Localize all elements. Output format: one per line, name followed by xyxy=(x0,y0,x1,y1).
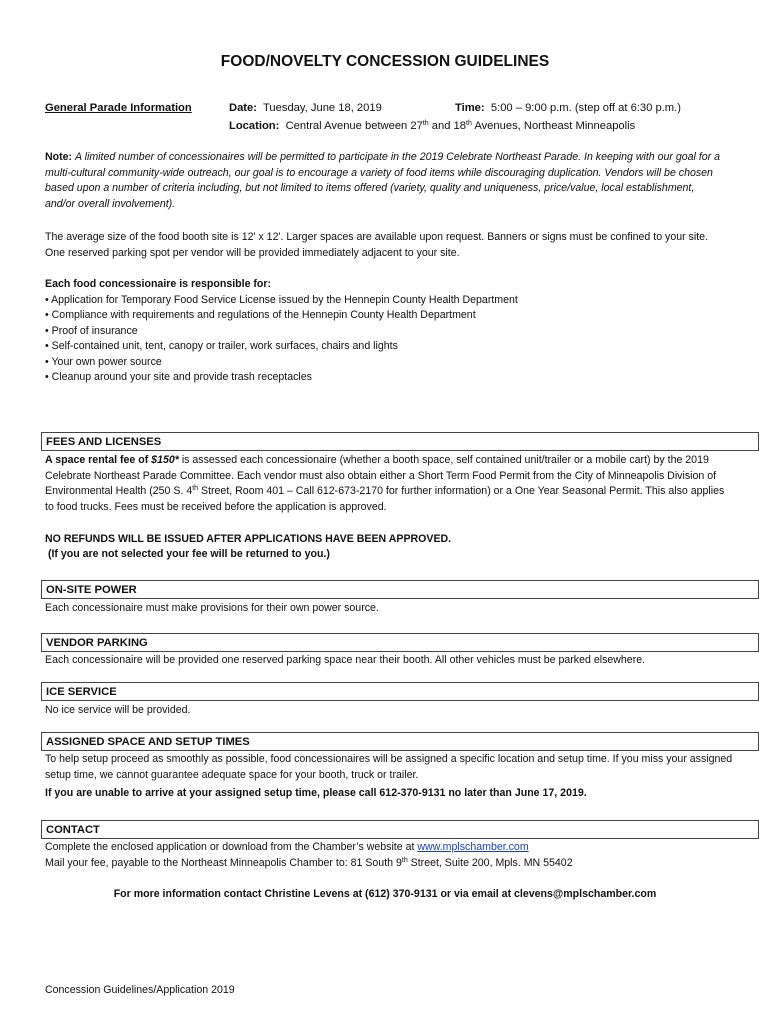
date-label: Date: xyxy=(229,102,257,114)
general-info-label: General Parade Information xyxy=(45,102,192,114)
contact-line-1-text: Complete the enclosed application or download from the Chamber’s website at xyxy=(45,841,418,853)
list-item: • Self-contained unit, tent, canopy or trailer, work surfaces, chairs and lights xyxy=(45,340,398,352)
list-item: • Cleanup around your site and provide trash receptacles xyxy=(45,371,312,383)
contact-line-2 xyxy=(45,856,735,872)
list-item: • Compliance with requirements and regulations of the Hennepin County Health Department xyxy=(45,309,476,321)
contact-line-1 xyxy=(45,840,735,856)
location-label: Location: xyxy=(229,120,280,132)
contact-line-2-text: Mail your fee, payable to the Northeast Minneapolis Chamber to: 81 South 9 xyxy=(45,857,402,869)
parking-heading: VENDOR PARKING xyxy=(41,633,759,652)
parking-text: Each concessionaire will be provided one reserved parking space near their booth. All other vehicles must be parked elsewhere. xyxy=(45,654,646,666)
fee-amount: $150* xyxy=(151,454,179,466)
fees-text-a: is assessed each concessionaire (whether a booth space, self contained unit/trailer or a mobile cart) by the 2019 Celebrate Northeast Parade Committee. Each vendor must also obtain either a Short Term Food Permit from the City of Minneapolis Division of Environmental Health (250 S. 4 xyxy=(45,454,717,497)
power-heading: ON-SITE POWER xyxy=(41,580,759,599)
chamber-website-link[interactable]: www.mplschamber.com xyxy=(417,841,529,853)
location-sup-2: th xyxy=(466,120,472,127)
fees-sup: th xyxy=(192,485,199,492)
list-item: • Your own power source xyxy=(45,355,162,368)
note-text: A limited number of concessionaires will be permitted to participate in the 2019 Celebrate Northeast Parade. In keeping with our goal for a multi-cultural community-wide outreach, our goal is to encourage a variety of food items while discouraging duplication. Vendors will be chosen based upon a number of criteria including, but not limited to items offered (variety, quality and uniqueness, price/value, local establishment, and/or overall involvement). xyxy=(45,151,721,210)
note-label: Note: xyxy=(45,151,73,163)
ice-text: No ice service will be provided. xyxy=(45,704,191,716)
date-line xyxy=(229,101,382,117)
time-line xyxy=(455,101,681,117)
fees-text-b: Street, Room 401 – Call 612-673-2170 for further information) or a One Year Seasonal Permit. This also applies to food trucks. Fees must be received before the application is approved. xyxy=(45,485,725,513)
time-value: 5:00 – 9:00 p.m. (step off at 6:30 p.m.) xyxy=(490,102,681,114)
contact-sup: th xyxy=(401,857,408,864)
responsibilities-list xyxy=(45,293,725,386)
list-item: • Application for Temporary Food Service License issued by the Hennepin County Health Department xyxy=(45,293,518,306)
list-item: • Proof of insurance xyxy=(45,324,138,337)
page-title: FOOD/NOVELTY CONCESSION GUIDELINES xyxy=(220,53,550,70)
setup-heading: ASSIGNED SPACE AND SETUP TIMES xyxy=(41,732,759,751)
more-info-line: For more information contact Christine Levens at (612) 370-9131 or via email at clevens@mplschamber.com xyxy=(113,888,657,900)
responsibilities-section xyxy=(45,277,725,386)
setup-deadline: If you are unable to arrive at your assigned setup time, please call 612-370-9131 no later than June 17, 2019. xyxy=(45,787,587,799)
setup-text: To help setup proceed as smoothly as possible, food concessionaires will be assigned a specific location and setup time. If you miss your assigned setup time, we cannot guarantee adequate space for your booth, truck or trailer. xyxy=(45,753,733,781)
location-post: Avenues, Northeast Minneapolis xyxy=(471,120,636,132)
date-value: Tuesday, June 18, 2019 xyxy=(263,102,382,114)
contact-heading: CONTACT xyxy=(41,820,759,839)
fee-returned-notice: (If you are not selected your fee will be returned to you.) xyxy=(45,548,330,560)
location-mid: and 18 xyxy=(428,120,466,132)
booth-size-paragraph: The average size of the food booth site is 12' x 12'. Larger spaces are available upon request. Banners or signs must be confined to your site. One reserved parking spot per vendor will be provided immediately adjacent to your site. xyxy=(45,231,709,259)
responsibilities-heading: Each food concessionaire is responsible for: xyxy=(45,278,272,290)
fees-bold-lead: A space rental fee of xyxy=(45,454,152,466)
power-text: Each concessionaire must make provisions for their own power source. xyxy=(45,602,379,614)
fees-paragraph xyxy=(45,453,735,515)
location-pre: Central Avenue between 27 xyxy=(285,120,423,132)
note-paragraph xyxy=(45,150,725,212)
fees-heading: FEES AND LICENSES xyxy=(41,432,759,451)
no-refunds-notice: NO REFUNDS WILL BE ISSUED AFTER APPLICATIONS HAVE BEEN APPROVED. xyxy=(45,533,452,545)
location-line xyxy=(229,119,635,135)
ice-heading: ICE SERVICE xyxy=(41,682,759,701)
page-footer: Concession Guidelines/Application 2019 xyxy=(45,984,235,996)
contact-line-2-post: Street, Suite 200, Mpls. MN 55402 xyxy=(407,857,573,869)
time-label: Time: xyxy=(455,102,485,114)
location-sup-1: th xyxy=(422,120,429,127)
